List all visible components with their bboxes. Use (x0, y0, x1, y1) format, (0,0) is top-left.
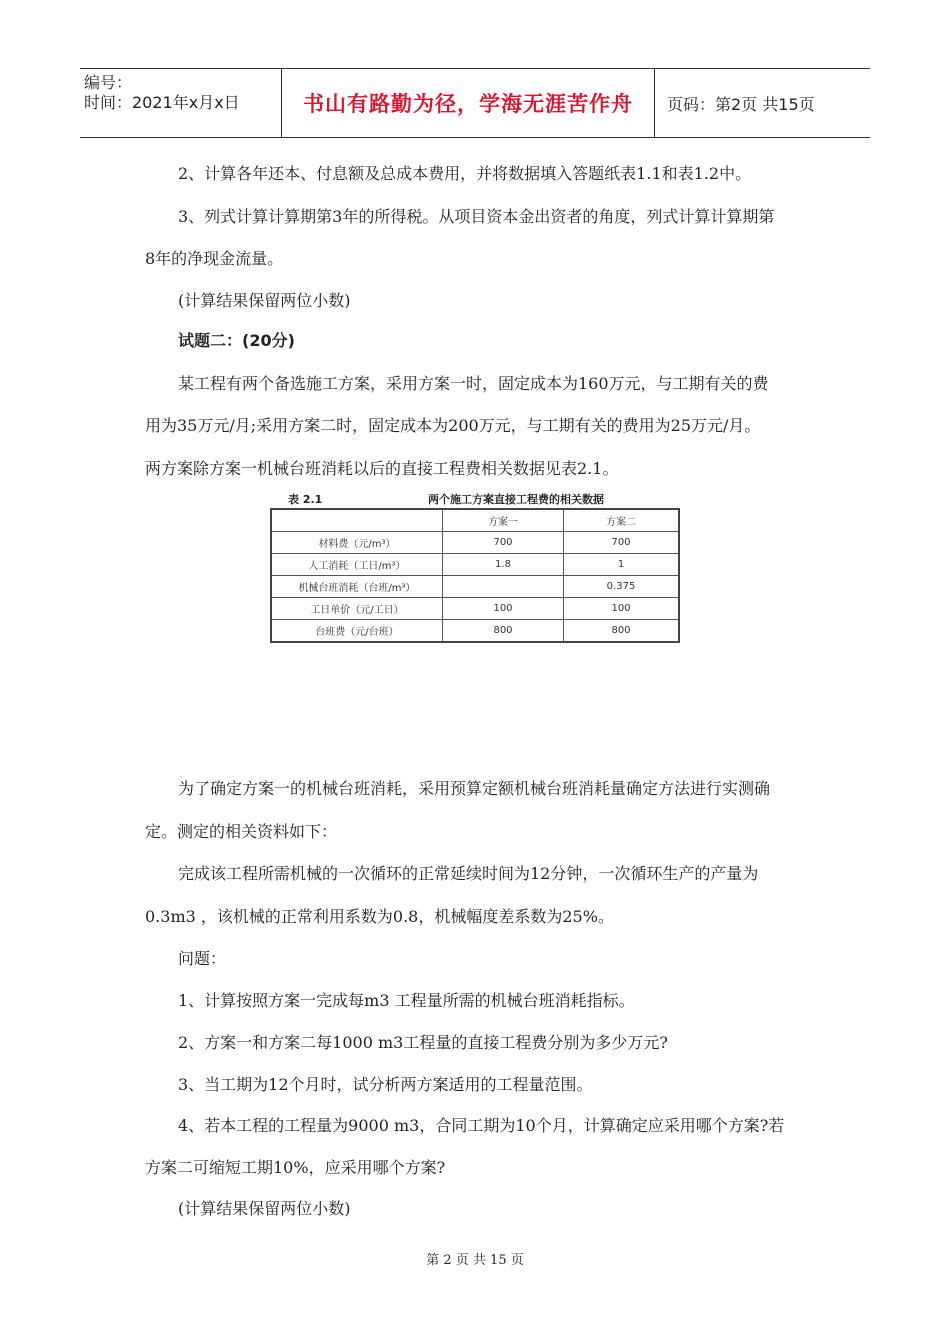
ask-3: 3、当工期为12个月时，试分析两方案适用的工程量范围。 (178, 1075, 593, 1094)
table-cell (443, 576, 564, 598)
row-label: 人工消耗（工日/m³） (271, 554, 443, 576)
row-label: 工日单价（元/工日） (271, 598, 443, 620)
precision-note-2: (计算结果保留两位小数) (178, 1199, 351, 1218)
header-page-info: 页码：第2页 共15页 (667, 94, 815, 114)
table-row (271, 554, 679, 576)
table-cell: 800 (443, 620, 564, 643)
questions-label: 问题： (178, 949, 227, 968)
table-cell: 100 (564, 598, 680, 620)
precision-note-1: (计算结果保留两位小数) (178, 291, 351, 310)
header-meta (80, 69, 282, 137)
date-line: 时间：2021年x月x日 (84, 93, 240, 112)
para1-line1: 某工程有两个备选施工方案，采用方案一时，固定成本为160万元，与工期有关的费 (178, 374, 769, 393)
table-cell: 0.375 (564, 576, 680, 598)
page-header (80, 68, 870, 138)
table-caption (268, 490, 682, 508)
table-cell: 800 (564, 620, 680, 643)
page-footer: 第 2 页 共 15 页 (426, 1253, 524, 1268)
row-label: 机械台班消耗（台班/m³） (271, 576, 443, 598)
table-header-row (271, 509, 679, 532)
row-label: 台班费（元/台班） (271, 620, 443, 643)
row-label: 材料费（元/m³） (271, 532, 443, 554)
question-3-line2: 8年的净现金流量。 (145, 249, 284, 268)
ask-4-line1: 4、若本工程的工程量为9000 m3，合同工期为10个月，计算确定应采用哪个方案?若 (178, 1116, 785, 1135)
ask-4-line2: 方案二可缩短工期10%，应采用哪个方案? (145, 1158, 446, 1177)
table-row (271, 620, 679, 643)
table-2-1 (268, 490, 682, 643)
header-cell (271, 509, 443, 532)
header-cell: 方案一 (443, 509, 564, 532)
code-label: 编号： (84, 73, 133, 92)
table-number: 表 2.1 (288, 493, 323, 506)
para2-line2: 定。测定的相关资料如下： (145, 822, 338, 841)
table-cell: 1 (564, 554, 680, 576)
question-2: 2、计算各年还本、付息额及总成本费用，并将数据填入答题纸表1.1和表1.2中。 (178, 164, 752, 183)
header-cell: 方案二 (564, 509, 680, 532)
para1-line3: 两方案除方案一机械台班消耗以后的直接工程费相关数据见表2.1。 (145, 459, 619, 478)
question-3-line1: 3、列式计算计算期第3年的所得税。从项目资本金出资者的角度，列式计算计算期第 (178, 207, 775, 226)
para3-line2: 0.3m3 ，该机械的正常利用系数为0.8，机械幅度差系数为25%。 (145, 907, 614, 926)
ask-1: 1、计算按照方案一完成每m3 工程量所需的机械台班消耗指标。 (178, 991, 635, 1010)
table-row (271, 576, 679, 598)
table-row (271, 532, 679, 554)
table-cell: 700 (564, 532, 680, 554)
ask-2: 2、方案一和方案二每1000 m3工程量的直接工程费分别为多少万元? (178, 1033, 668, 1052)
para2-line1: 为了确定方案一的机械台班消耗，采用预算定额机械台班消耗量确定方法进行实测确 (178, 779, 771, 798)
para1-line2: 用为35万元/月;采用方案二时，固定成本为200万元，与工期有关的费用为25万元/月。 (145, 416, 761, 435)
table-cell: 100 (443, 598, 564, 620)
header-motto: 书山有路勤为径，学海无涯苦作舟 (282, 69, 655, 137)
table-row (271, 598, 679, 620)
table-title: 两个施工方案直接工程费的相关数据 (428, 493, 604, 506)
para3-line1: 完成该工程所需机械的一次循环的正常延续时间为12分钟，一次循环生产的产量为 (178, 864, 759, 883)
data-table (270, 508, 680, 643)
table-cell: 1.8 (443, 554, 564, 576)
section-title-2: 试题二：(20分) (178, 331, 295, 350)
table-cell: 700 (443, 532, 564, 554)
